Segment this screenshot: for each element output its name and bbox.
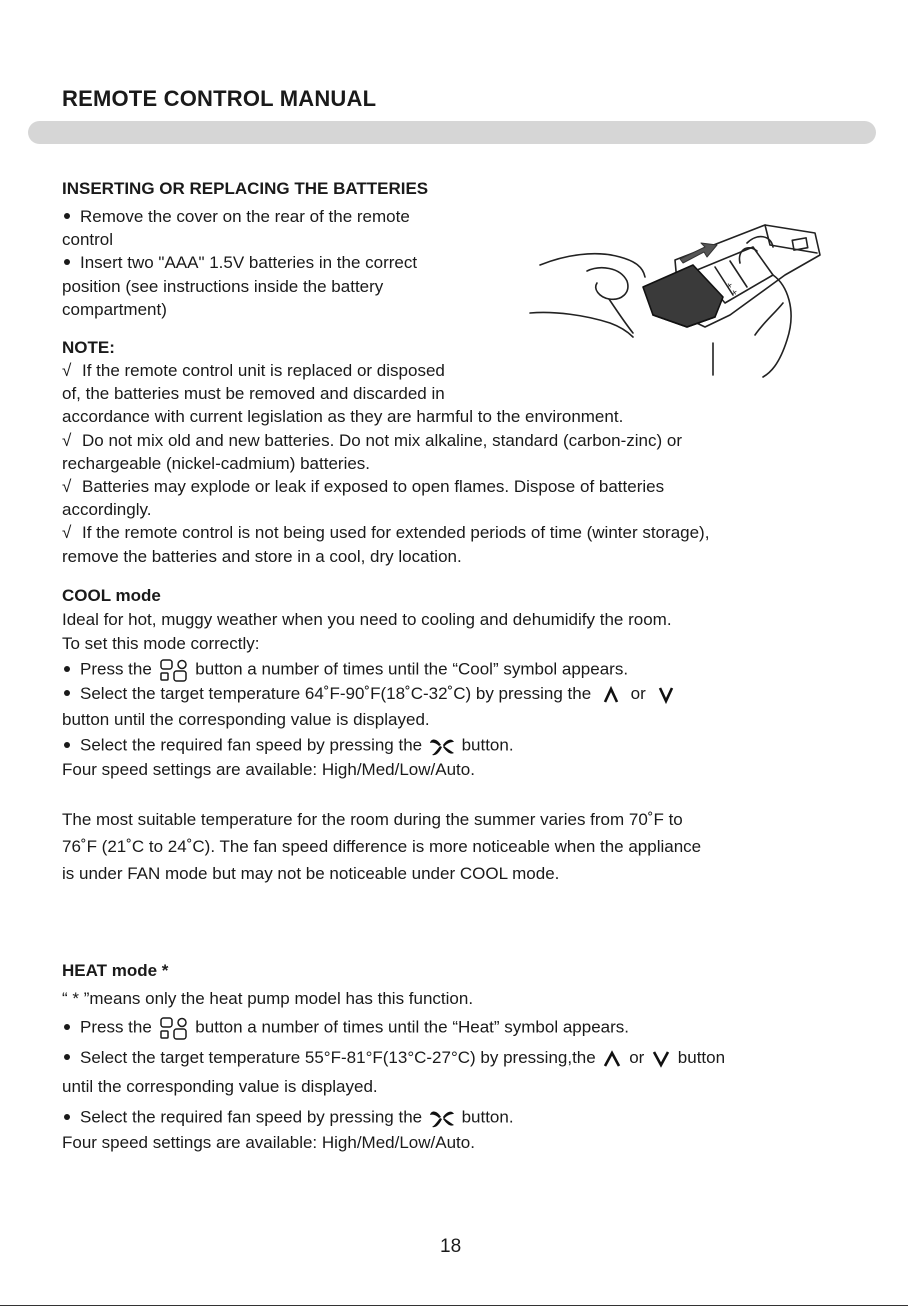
note-line: Do not mix old and new batteries. Do not mix alkaline, standard (carbon-zinc) or [82, 430, 683, 450]
cool-setup-label: To set this mode correctly: [62, 634, 260, 653]
battery-step-2: Insert two "AAA" 1.5V batteries in the correct [80, 253, 418, 273]
cool-speed-settings: Four speed settings are available: High/Med/Low/Auto. [62, 760, 475, 779]
step-text: or [630, 684, 646, 703]
check-icon: √ [62, 523, 72, 543]
note-line: If the remote control is not being used for extended periods of time (winter storage), [82, 523, 710, 543]
mode-button-icon [157, 1016, 191, 1040]
cool-step-temperature [62, 684, 681, 705]
note-line: remove the batteries and store in a cool, dry location. [62, 546, 462, 566]
cool-mode-heading: COOL mode [62, 586, 161, 605]
note-line: accordingly. [62, 500, 152, 520]
fan-icon [427, 1106, 457, 1130]
heat-step-temperature [62, 1048, 725, 1069]
step-text: Select the required fan speed by pressing the [80, 735, 423, 755]
mode-button-icon [157, 658, 191, 682]
step-text: button. [461, 1107, 514, 1127]
bullet-icon [64, 213, 70, 219]
note-heading: NOTE: [62, 338, 115, 357]
check-icon: √ [62, 430, 72, 450]
battery-step-2-cont: position (see instructions inside the battery [62, 276, 384, 296]
step-text: Press the [80, 1017, 152, 1037]
check-icon: √ [62, 477, 72, 497]
batteries-instructions [62, 205, 417, 321]
fan-icon [427, 734, 457, 758]
step-text: Press the [80, 659, 152, 679]
check-icon: √ [62, 361, 72, 380]
bullet-icon [64, 742, 70, 748]
step-text: Select the required fan speed by pressing the [80, 1107, 423, 1127]
cool-step-press-mode [62, 658, 628, 682]
battery-step-1-cont: control [62, 230, 114, 250]
heat-footnote: “ * ”means only the heat pump model has this function. [62, 989, 474, 1008]
note-line: of, the batteries must be removed and discarded in [62, 384, 445, 404]
bullet-icon [64, 1024, 70, 1030]
step-text: button a number of times until the “Heat” symbol appears. [195, 1017, 629, 1037]
header-divider-bar [28, 121, 876, 144]
cool-step-fan [62, 734, 514, 758]
step-text: Select the target temperature 55°F-81°F(13°C-27°C) by pressing,the [80, 1048, 596, 1067]
step-text: button a number of times until the “Cool” symbol appears. [195, 659, 629, 679]
note-body [62, 359, 709, 568]
battery-step-1: Remove the cover on the rear of the remote [80, 207, 410, 226]
bullet-icon [64, 259, 70, 265]
up-arrow-icon [600, 1049, 624, 1069]
note-line: If the remote control unit is replaced or disposed [82, 361, 445, 380]
cool-paragraph-line: The most suitable temperature for the room during the summer varies from 70˚F to [62, 810, 683, 829]
step-text: Select the target temperature 64˚F-90˚F(18˚C-32˚C) by pressing the [80, 684, 592, 703]
heat-mode-heading: HEAT mode * [62, 961, 169, 980]
step-text: or [629, 1048, 645, 1067]
heat-step-fan [62, 1106, 514, 1130]
bullet-icon [64, 1054, 70, 1060]
cool-intro: Ideal for hot, muggy weather when you need to cooling and dehumidify the room. [62, 610, 672, 629]
cool-step-temperature-cont: button until the corresponding value is displayed. [62, 710, 430, 729]
batteries-heading: INSERTING OR REPLACING THE BATTERIES [62, 179, 429, 198]
heat-step-press-mode [62, 1016, 629, 1040]
bullet-icon [64, 690, 70, 696]
step-text: button. [461, 735, 514, 755]
up-arrow-icon [596, 685, 626, 705]
heat-speed-settings: Four speed settings are available: High/Med/Low/Auto. [62, 1133, 475, 1152]
battery-insert-illustration [525, 215, 830, 380]
footer-rule [0, 1305, 908, 1306]
step-text: button [677, 1048, 726, 1067]
page-number: 18 [440, 1236, 462, 1257]
heat-step-temperature-cont: until the corresponding value is displayed. [62, 1077, 378, 1096]
note-line: accordance with current legislation as they are harmful to the environment. [62, 407, 624, 427]
bullet-icon [64, 666, 70, 672]
down-arrow-icon [649, 1049, 673, 1069]
note-line: Batteries may explode or leak if exposed to open flames. Dispose of batteries [82, 477, 665, 497]
battery-step-2-cont2: compartment) [62, 299, 167, 319]
note-line: rechargeable (nickel-cadmium) batteries. [62, 453, 371, 473]
cool-paragraph-line: 76˚F (21˚C to 24˚C). The fan speed difference is more noticeable when the appliance [62, 837, 702, 856]
bullet-icon [64, 1114, 70, 1120]
svg-text:+ +: + + [722, 280, 740, 299]
cool-paragraph-line: is under FAN mode but may not be noticeable under COOL mode. [62, 864, 560, 883]
page-title: REMOTE CONTROL MANUAL [62, 86, 377, 111]
down-arrow-icon [651, 685, 681, 705]
